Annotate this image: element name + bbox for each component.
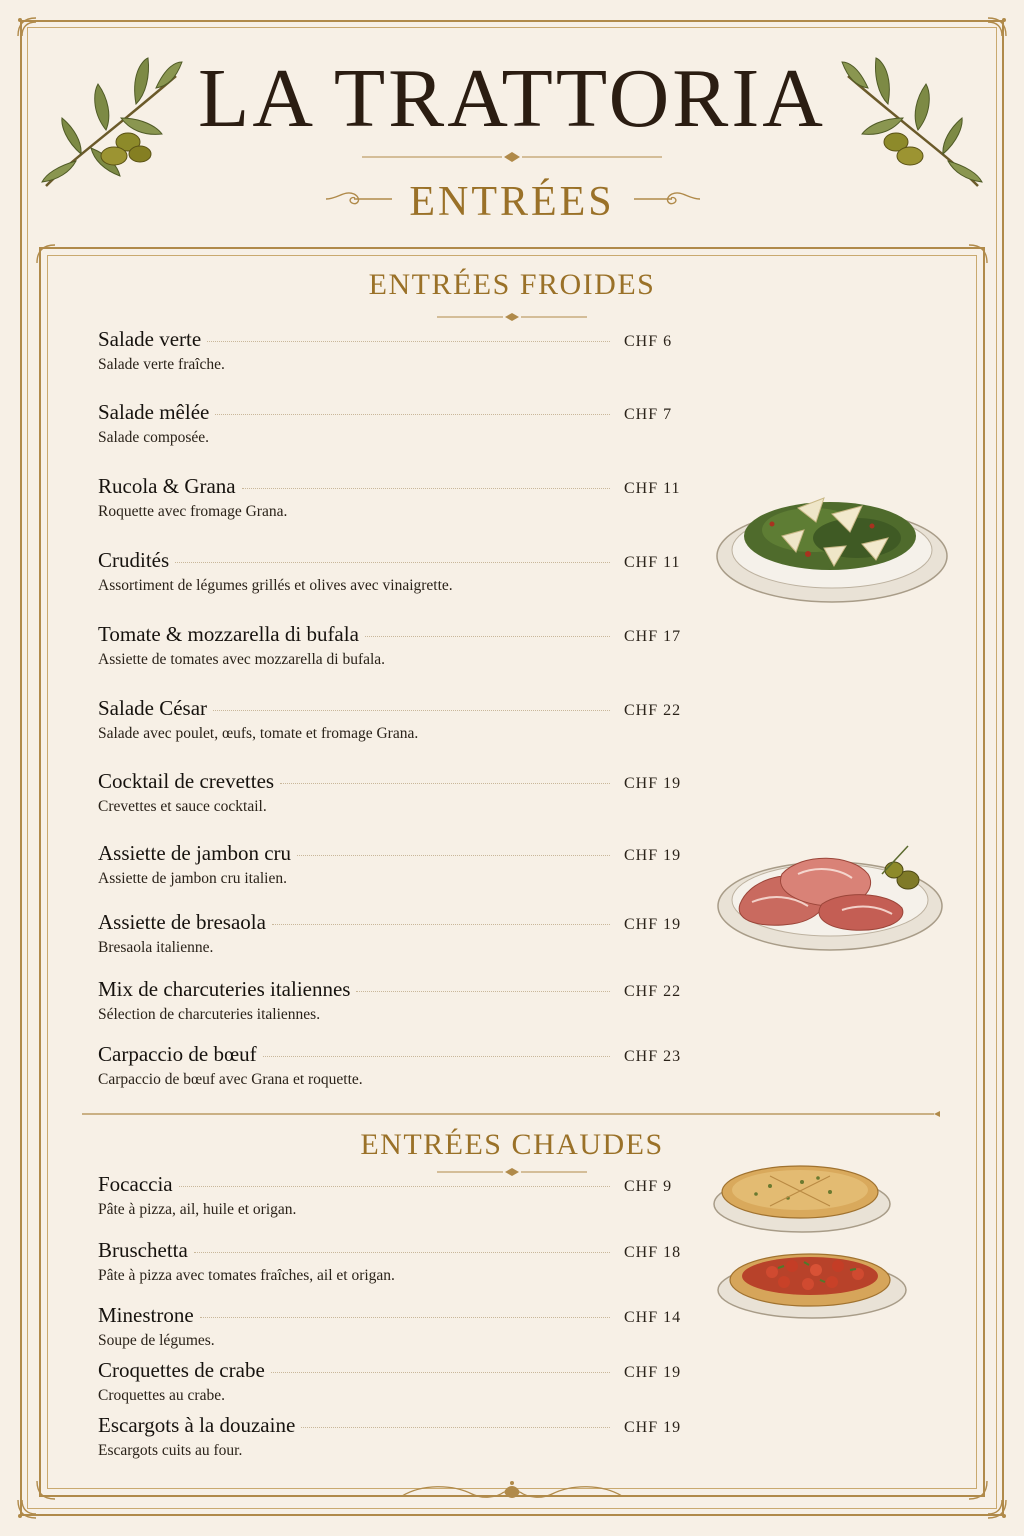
item-name: Crudités (98, 548, 170, 572)
item-description: Assortiment de légumes grillés et olives avec vinaigrette. (98, 577, 453, 594)
dot-leader (200, 1317, 610, 1318)
dot-leader (301, 1427, 610, 1428)
dot-leader (207, 341, 610, 342)
item-description: Sélection de charcuteries italiennes. (98, 1006, 321, 1023)
item-price: CHF 7 (624, 406, 673, 423)
dot-leader (179, 1186, 610, 1187)
item-name: Rucola & Grana (98, 474, 236, 498)
item-price: CHF 11 (624, 480, 681, 497)
menu-item (98, 841, 688, 888)
item-description: Crevettes et sauce cocktail. (98, 798, 267, 815)
dot-leader (272, 924, 610, 925)
item-description: Soupe de légumes. (98, 1332, 215, 1349)
dot-leader (213, 710, 610, 711)
item-name: Croquettes de crabe (98, 1358, 265, 1382)
item-name: Minestrone (98, 1303, 194, 1327)
corner-flourish-icon (33, 241, 59, 267)
item-name: Salade César (98, 696, 208, 720)
item-price: CHF 6 (624, 333, 673, 350)
item-name: Carpaccio de bœuf (98, 1042, 257, 1066)
dot-leader (365, 636, 610, 637)
dot-leader (215, 414, 610, 415)
corner-flourish-icon (33, 1477, 59, 1503)
item-description: Carpaccio de bœuf avec Grana et roquette. (98, 1071, 363, 1088)
item-price: CHF 22 (624, 702, 682, 719)
menu-item (98, 1172, 688, 1219)
item-price: CHF 17 (624, 628, 682, 645)
menu-item (98, 327, 688, 374)
corner-flourish-icon (965, 1477, 991, 1503)
item-name: Cocktail de crevettes (98, 769, 275, 793)
menu-item (98, 1413, 688, 1460)
item-description: Salade composée. (98, 429, 210, 446)
menu-item (98, 1303, 688, 1350)
ham-plate-icon (712, 834, 952, 954)
dot-leader (175, 562, 610, 563)
item-price: CHF 22 (624, 983, 682, 1000)
item-description: Assiette de jambon cru italien. (98, 870, 287, 887)
item-price: CHF 19 (624, 847, 682, 864)
bruschetta-icon (712, 1244, 912, 1324)
item-price: CHF 14 (624, 1309, 682, 1326)
item-description: Pâte à pizza, ail, huile et origan. (98, 1201, 297, 1218)
dot-leader (263, 1056, 610, 1057)
section-title-hot: ENTRÉES CHAUDES (360, 1128, 664, 1161)
item-name: Salade verte (98, 327, 202, 351)
corner-flourish-icon (14, 14, 40, 40)
dot-leader (280, 783, 610, 784)
menu-item (98, 1358, 688, 1405)
dot-leader (271, 1372, 610, 1373)
focaccia-icon (710, 1156, 900, 1236)
item-description: Bresaola italienne. (98, 939, 214, 956)
menu-item (98, 1042, 688, 1089)
item-price: CHF 23 (624, 1048, 682, 1065)
item-description: Assiette de tomates avec mozzarella di bufala. (98, 651, 386, 668)
section-title-cold: ENTRÉES FROIDES (368, 268, 656, 301)
menu-item (98, 696, 688, 743)
bottom-ornament-icon (392, 1480, 632, 1506)
menu-item (98, 977, 688, 1024)
item-price: CHF 19 (624, 775, 682, 792)
item-name: Focaccia (98, 1172, 173, 1196)
item-description: Croquettes au crabe. (98, 1387, 225, 1404)
item-name: Mix de charcuteries italiennes (98, 977, 351, 1001)
restaurant-title: LA TRATTORIA (198, 52, 826, 145)
item-description: Escargots cuits au four. (98, 1442, 243, 1459)
menu-item (98, 400, 688, 447)
item-price: CHF 18 (624, 1244, 682, 1261)
item-price: CHF 19 (624, 916, 682, 933)
item-name: Salade mêlée (98, 400, 210, 424)
item-price: CHF 9 (624, 1178, 673, 1195)
menu-item (98, 548, 688, 595)
category-heading: ENTRÉES (409, 179, 615, 225)
section-divider-icon (437, 311, 587, 323)
dot-leader (297, 855, 610, 856)
title-divider-icon (362, 150, 662, 164)
menu-item (98, 910, 688, 957)
corner-flourish-icon (984, 14, 1010, 40)
menu-item (98, 769, 688, 816)
swirl-ornament-icon (632, 186, 702, 212)
item-name: Assiette de jambon cru (98, 841, 292, 865)
item-price: CHF 11 (624, 554, 681, 571)
dot-leader (242, 488, 610, 489)
menu-item (98, 474, 688, 521)
item-name: Bruschetta (98, 1238, 188, 1262)
section-divider-line (82, 1109, 942, 1119)
corner-flourish-icon (965, 241, 991, 267)
dot-leader (356, 991, 610, 992)
item-description: Roquette avec fromage Grana. (98, 503, 288, 520)
menu-item (98, 622, 688, 669)
dot-leader (194, 1252, 610, 1253)
item-price: CHF 19 (624, 1419, 682, 1436)
menu-item (98, 1238, 688, 1285)
item-description: Salade verte fraîche. (98, 356, 225, 373)
item-name: Tomate & mozzarella di bufala (98, 622, 359, 646)
item-description: Pâte à pizza avec tomates fraîches, ail et origan. (98, 1267, 395, 1284)
item-name: Escargots à la douzaine (98, 1413, 296, 1437)
item-name: Assiette de bresaola (98, 910, 266, 934)
item-price: CHF 19 (624, 1364, 682, 1381)
arugula-salad-plate-icon (712, 478, 952, 608)
item-description: Salade avec poulet, œufs, tomate et fromage Grana. (98, 725, 419, 742)
